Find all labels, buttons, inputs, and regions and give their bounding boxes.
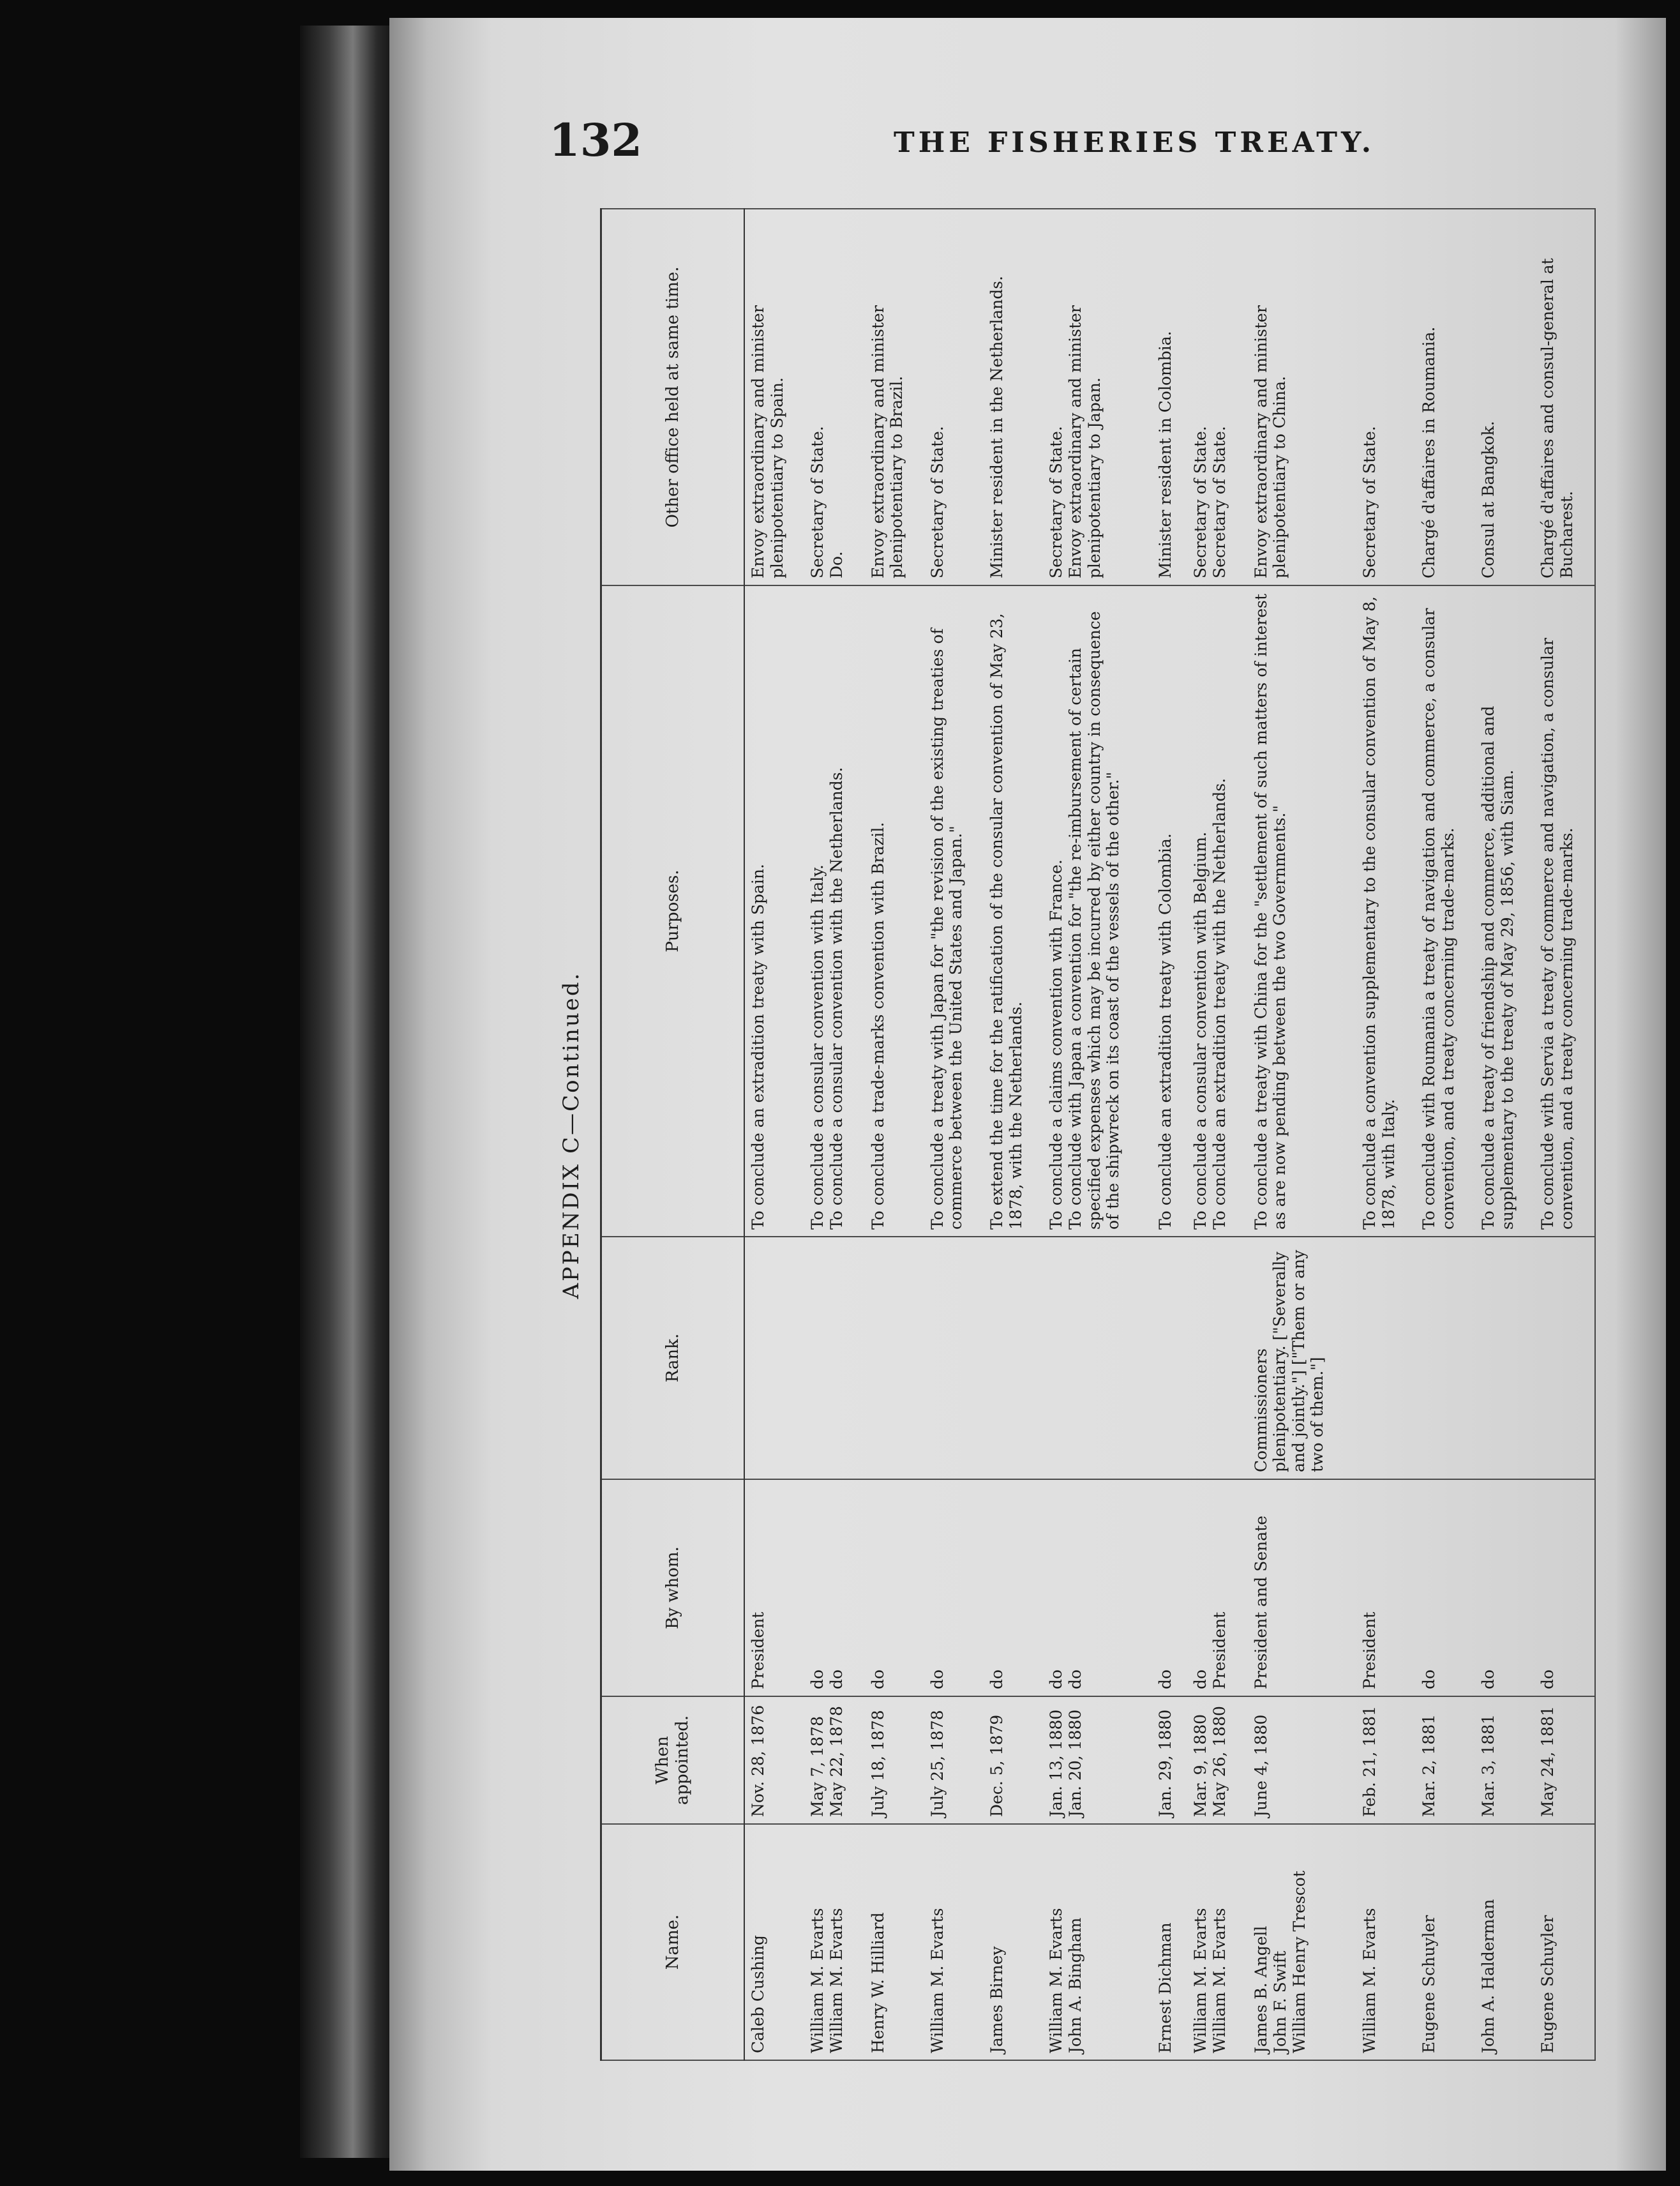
cell-rank: [1248, 1237, 1356, 1479]
cell-text: To conclude an extradition treaty with Spain.: [749, 864, 767, 1230]
cell-text: To conclude with Roumania a treaty of navigation and commerce, a consular convention, and a treaty concerning trade-marks.: [1420, 608, 1457, 1230]
cell-when: [1475, 1696, 1534, 1824]
cell-when: [1416, 1696, 1475, 1824]
cell-text: Jan. 20, 1880: [1066, 1709, 1085, 1817]
page-number: 132: [549, 114, 643, 167]
table-row: [804, 209, 864, 2060]
book-spine: [300, 26, 396, 2158]
cell-other-office: [1416, 209, 1475, 585]
cell-other-office: [865, 209, 924, 585]
cell-rank: [984, 1237, 1043, 1479]
cell-other-office: [1187, 209, 1247, 585]
cell-text: do: [1156, 1669, 1175, 1689]
cell-text: Secretary of State.: [1360, 426, 1379, 578]
table-row: [1152, 209, 1187, 2060]
cell-text: do: [1479, 1669, 1498, 1689]
cell-text: John A. Halderman: [1479, 1899, 1498, 2053]
cell-text: To conclude an extradition treaty with the Netherlands.: [1210, 778, 1229, 1230]
cell-text: Consul at Bangkok.: [1479, 421, 1498, 578]
cell-when: [804, 1696, 864, 1824]
cell-text: May 26, 1880: [1210, 1706, 1229, 1817]
cell-name: [744, 1824, 804, 2060]
cell-purposes: [1416, 585, 1475, 1237]
table-row: [1534, 209, 1595, 2060]
cell-text: William M. Evarts: [1191, 1908, 1210, 2053]
cell-purposes: [924, 585, 984, 1237]
cell-text: Envoy extraordinary and minister plenipotentiary to Brazil.: [868, 305, 906, 578]
cell-purposes: [804, 585, 864, 1237]
cell-text: To conclude a trade-marks convention with Brazil.: [868, 822, 887, 1230]
cell-by-whom: [1416, 1479, 1475, 1696]
cell-text: July 18, 1878: [868, 1710, 887, 1817]
cell-by-whom: [804, 1479, 864, 1696]
cell-text: Eugene Schuyler: [1420, 1915, 1439, 2053]
cell-rank: [1534, 1237, 1595, 1479]
cell-text: To conclude a convention supplementary to the consular convention of May 8, 1878, with Italy.: [1360, 596, 1398, 1230]
cell-other-office: [924, 209, 984, 585]
cell-text: Ernest Dichman: [1156, 1922, 1175, 2053]
cell-text: July 25, 1878: [927, 1710, 947, 1817]
cell-text: John F. Swift: [1270, 1950, 1289, 2053]
cell-text: May 7, 1878: [808, 1716, 827, 1817]
cell-when: [924, 1696, 984, 1824]
cell-text: Chargé d'affaires in Roumania.: [1420, 326, 1439, 578]
cell-by-whom: [1248, 1479, 1356, 1696]
column-header-name: Name.: [601, 1824, 745, 2060]
appendix-title: APPENDIX C—Continued.: [559, 971, 584, 1299]
cell-text: To conclude a treaty with Japan for "the revision of the existing treaties of commerce between the United States and Japan.": [927, 628, 966, 1230]
cell-text: James Birney: [987, 1946, 1006, 2053]
cell-name: [804, 1824, 864, 2060]
cell-text: To conclude a consular convention with the Netherlands.: [827, 767, 846, 1230]
column-header-rank: Rank.: [601, 1237, 745, 1479]
cell-purposes: [1475, 585, 1534, 1237]
column-header-other-office: Other office held at same time.: [601, 209, 745, 585]
cell-text: Dec. 5, 1879: [987, 1714, 1006, 1817]
cell-text: Mar. 9, 1880: [1191, 1714, 1210, 1817]
cell-text: Jan. 29, 1880: [1156, 1709, 1175, 1817]
appendix-table: [600, 208, 1596, 2061]
table-row: [1187, 209, 1247, 2060]
cell-text: Secretary of State.: [808, 426, 827, 578]
running-title: THE FISHERIES TREATY.: [894, 126, 1376, 159]
cell-text: To extend the time for the ratification of the consular convention of May 23, 1878, with the Netherlands.: [987, 613, 1025, 1230]
cell-text: William Henry Trescot: [1289, 1871, 1309, 2053]
cell-text: May 22, 1878: [827, 1706, 846, 1817]
cell-text: do: [1420, 1669, 1439, 1689]
cell-text: Chargé d'affaires and consul-general at Bucharest.: [1538, 258, 1576, 578]
cell-text: President: [1360, 1611, 1379, 1689]
cell-name: [1475, 1824, 1534, 2060]
cell-text: do: [987, 1669, 1006, 1689]
cell-text: Secretary of State.: [1191, 426, 1210, 578]
table-row: [1475, 209, 1534, 2060]
cell-by-whom: [1187, 1479, 1247, 1696]
cell-other-office: [1152, 209, 1187, 585]
cell-text: June 4, 1880: [1251, 1714, 1270, 1817]
cell-name: [1248, 1824, 1356, 2060]
table-body: [744, 209, 1595, 2060]
cell-text: To conclude a consular convention with Italy.: [808, 864, 827, 1230]
cell-by-whom: [984, 1479, 1043, 1696]
cell-text: Minister resident in the Netherlands.: [987, 276, 1006, 578]
cell-text: do: [1047, 1669, 1066, 1689]
cell-purposes: [1043, 585, 1152, 1237]
cell-by-whom: [924, 1479, 984, 1696]
cell-when: [1248, 1696, 1356, 1824]
cell-by-whom: [744, 1479, 804, 1696]
cell-rank: [1416, 1237, 1475, 1479]
cell-text: May 24, 1881: [1538, 1706, 1557, 1817]
cell-text: do: [1191, 1669, 1210, 1689]
cell-purposes: [984, 585, 1043, 1237]
cell-text: William M. Evarts: [1360, 1908, 1379, 2053]
cell-other-office: [984, 209, 1043, 585]
cell-rank: [1187, 1237, 1247, 1479]
cell-text: William M. Evarts: [827, 1908, 846, 2053]
cell-purposes: [744, 585, 804, 1237]
cell-when: [1534, 1696, 1595, 1824]
cell-rank: [1475, 1237, 1534, 1479]
table-row: [744, 209, 804, 2060]
cell-name: [1416, 1824, 1475, 2060]
cell-text: do: [927, 1669, 947, 1689]
table-row: [865, 209, 924, 2060]
cell-purposes: [1152, 585, 1187, 1237]
cell-text: Envoy extraordinary and minister plenipotentiary to Spain.: [749, 305, 786, 578]
cell-text: Mar. 3, 1881: [1479, 1714, 1498, 1817]
cell-text: William M. Evarts: [927, 1908, 947, 2053]
cell-text: William M. Evarts: [1210, 1908, 1229, 2053]
cell-when: [744, 1696, 804, 1824]
page-header: [389, 114, 1666, 171]
cell-text: President: [749, 1611, 767, 1689]
cell-purposes: [1187, 585, 1247, 1237]
cell-other-office: [744, 209, 804, 585]
cell-text: To conclude a claims convention with France.: [1047, 859, 1066, 1230]
cell-text: To conclude with Servia a treaty of commerce and navigation, a consular convention, and a treaty concerning trade-marks.: [1538, 638, 1576, 1230]
cell-by-whom: [865, 1479, 924, 1696]
cell-other-office: [1356, 209, 1416, 585]
table-row: [1416, 209, 1475, 2060]
cell-by-whom: [1152, 1479, 1187, 1696]
cell-by-whom: [1475, 1479, 1534, 1696]
table-row: [924, 209, 984, 2060]
cell-text: Do.: [827, 551, 846, 578]
cell-when: [1043, 1696, 1152, 1824]
cell-text: To conclude an extradition treaty with Colombia.: [1156, 833, 1175, 1230]
cell-text: Envoy extraordinary and minister plenipotentiary to Japan.: [1066, 305, 1104, 578]
cell-by-whom: [1534, 1479, 1595, 1696]
table-row: [1356, 209, 1416, 2060]
cell-text: William M. Evarts: [1047, 1908, 1066, 2053]
cell-rank: [1043, 1237, 1152, 1479]
cell-by-whom: [1043, 1479, 1152, 1696]
book-page: [389, 18, 1666, 2171]
cell-other-office: [1248, 209, 1356, 585]
cell-text: To conclude a consular convention with Belgium.: [1191, 831, 1210, 1230]
cell-text: President and Senate: [1251, 1515, 1270, 1689]
cell-text: Minister resident in Colombia.: [1156, 331, 1175, 578]
cell-by-whom: [1356, 1479, 1416, 1696]
cell-when: [984, 1696, 1043, 1824]
cell-when: [865, 1696, 924, 1824]
cell-purposes: [1534, 585, 1595, 1237]
cell-text: John A. Bingham: [1066, 1917, 1085, 2053]
table-row: [984, 209, 1043, 2060]
cell-text: Secretary of State.: [927, 426, 947, 578]
cell-other-office: [1475, 209, 1534, 585]
cell-rank: [804, 1237, 864, 1479]
cell-other-office: [1043, 209, 1152, 585]
cell-when: [1187, 1696, 1247, 1824]
cell-text: To conclude a treaty of friendship and commerce, additional and supplementary to the treaty of May 29, 1856, with Siam.: [1479, 705, 1517, 1230]
cell-text: do: [1538, 1669, 1557, 1689]
cell-text: Secretary of State.: [1210, 426, 1229, 578]
cell-text: Henry W. Hilliard: [868, 1912, 887, 2053]
cell-purposes: [865, 585, 924, 1237]
cell-rank: [1356, 1237, 1416, 1479]
cell-rank: [865, 1237, 924, 1479]
cell-when: [1152, 1696, 1187, 1824]
cell-purposes: [1248, 585, 1356, 1237]
cell-name: [1356, 1824, 1416, 2060]
cell-rank: [1152, 1237, 1187, 1479]
cell-text: Envoy extraordinary and minister plenipotentiary to China.: [1251, 305, 1289, 578]
cell-text: To conclude with Japan a convention for "the re-imbursement of certain specified expenses which may be incurred by either country in consequence of the shipwreck on its coast of the vessels of the other.": [1066, 611, 1123, 1230]
cell-rank: [744, 1237, 804, 1479]
cell-purposes: [1356, 585, 1416, 1237]
table-row: [1248, 209, 1356, 2060]
cell-text: James B. Angell: [1251, 1926, 1270, 2053]
column-header-by-whom: By whom.: [601, 1479, 745, 1696]
cell-text: Eugene Schuyler: [1538, 1915, 1557, 2053]
table-header-row: [601, 209, 745, 2060]
cell-text: William M. Evarts: [808, 1908, 827, 2053]
cell-name: [1043, 1824, 1152, 2060]
table-row: [1043, 209, 1152, 2060]
cell-text: Mar. 2, 1881: [1420, 1714, 1439, 1817]
cell-text: To conclude a treaty with China for the "settlement of such matters of interest as are now pending between the two Governments.": [1251, 593, 1289, 1230]
cell-text: do: [1066, 1669, 1085, 1689]
cell-text: Commissioners plenipotentiary. ["Severally and jointly."] ["Them or any two of them."]: [1251, 1249, 1327, 1472]
cell-name: [1152, 1824, 1187, 2060]
cell-name: [924, 1824, 984, 2060]
cell-text: Nov. 28, 1876: [749, 1705, 767, 1817]
cell-text: Caleb Cushing: [749, 1934, 767, 2053]
column-header-purposes: Purposes.: [601, 585, 745, 1237]
cell-other-office: [804, 209, 864, 585]
cell-when: [1356, 1696, 1416, 1824]
cell-name: [1534, 1824, 1595, 2060]
column-header-when: When appointed.: [601, 1696, 745, 1824]
cell-text: do: [868, 1669, 887, 1689]
cell-rank: [924, 1237, 984, 1479]
cell-text: do: [808, 1669, 827, 1689]
cell-text: do: [827, 1669, 846, 1689]
cell-other-office: [1534, 209, 1595, 585]
cell-name: [984, 1824, 1043, 2060]
cell-text: President: [1210, 1611, 1229, 1689]
cell-text: Feb. 21, 1881: [1360, 1706, 1379, 1817]
cell-name: [865, 1824, 924, 2060]
cell-text: Jan. 13, 1880: [1047, 1709, 1066, 1817]
cell-text: Secretary of State.: [1047, 426, 1066, 578]
cell-name: [1187, 1824, 1247, 2060]
rotated-table-block: [549, 209, 1596, 2061]
